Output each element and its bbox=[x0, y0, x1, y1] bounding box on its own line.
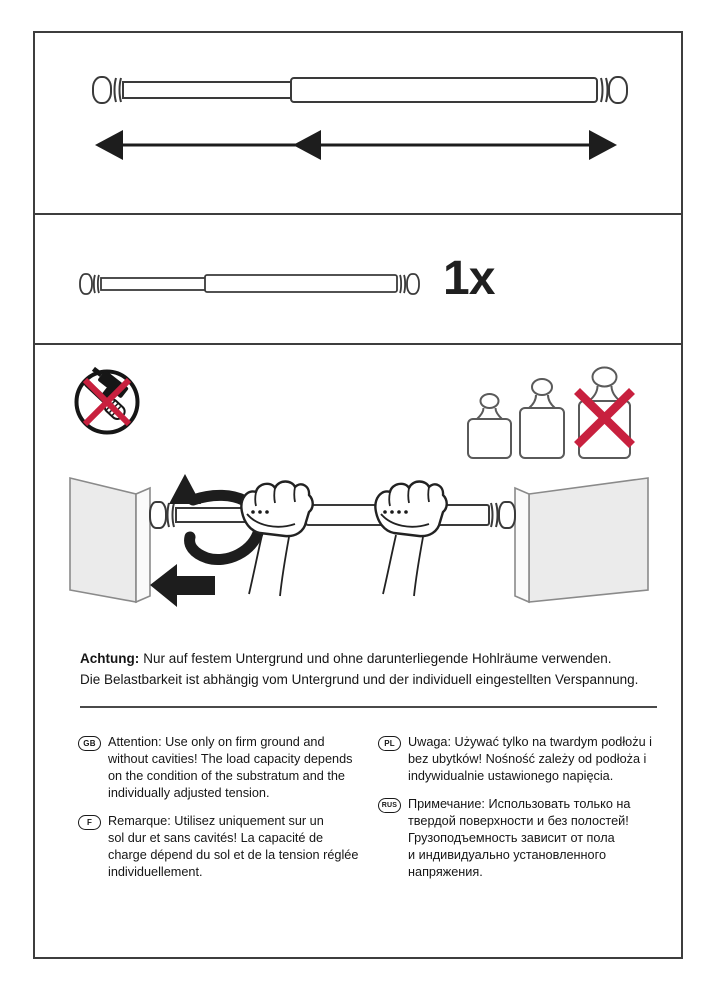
push-arrow-icon bbox=[150, 564, 215, 607]
no-tools-icon bbox=[71, 366, 143, 438]
warning-rus bbox=[378, 796, 676, 881]
warning-f bbox=[78, 813, 374, 881]
telescopic-rod-drawing-small bbox=[80, 274, 419, 294]
warnings-column-right bbox=[378, 734, 676, 892]
panel-instructions bbox=[35, 345, 681, 957]
warning-pl-text: Uwaga: Używać tylko na twardym podłożu i bez ubytków! Nośność zależy od podłoża i indywidualnie ustawionego napięcia. bbox=[408, 735, 652, 783]
warning-pl bbox=[378, 734, 676, 785]
rod-figure bbox=[35, 215, 681, 343]
wall-right bbox=[515, 478, 648, 602]
telescopic-rod-drawing bbox=[93, 77, 627, 103]
warnings-column-left bbox=[78, 734, 374, 892]
rus-badge: RUS bbox=[378, 798, 401, 813]
max-load-weights-icon bbox=[453, 361, 653, 466]
warning-de-line1: Achtung: Nur auf festem Untergrund und ohne darunterliegende Hohlräume verwenden. bbox=[80, 651, 612, 666]
panel-contents bbox=[35, 215, 681, 345]
weight-medium-icon bbox=[520, 379, 564, 458]
f-badge: F bbox=[78, 815, 101, 830]
wall-left bbox=[70, 478, 150, 602]
warning-gb bbox=[78, 734, 374, 802]
warning-f-text: Remarque: Utilisez uniquement sur un sol dur et sans cavités! La capacité de charge dépend du sol et de la tension réglée individuellement. bbox=[108, 814, 359, 879]
extended-rod-figure bbox=[35, 33, 681, 213]
manual-frame bbox=[33, 31, 683, 959]
weight-small-icon bbox=[468, 394, 511, 458]
section-divider bbox=[80, 706, 657, 708]
installation-figure bbox=[35, 462, 681, 652]
warning-de bbox=[80, 649, 638, 690]
quantity-label: 1x bbox=[443, 252, 495, 305]
hand-right bbox=[375, 482, 446, 597]
warning-de-line2: Die Belastbarkeit ist abhängig vom Untergrund und der individuell eingestellten Verspannung. bbox=[80, 671, 639, 687]
tension-rod-drawing bbox=[150, 502, 515, 528]
warning-gb-text: Attention: Use only on firm ground and without cavities! The load capacity depends on the condition of the substratum and the individually adjusted tension. bbox=[108, 735, 353, 800]
panel-extension bbox=[35, 33, 681, 215]
warning-de-label: Achtung: bbox=[80, 651, 140, 666]
gb-badge: GB bbox=[78, 736, 101, 751]
pl-badge: PL bbox=[378, 736, 401, 751]
warning-rus-text: Примечание: Использовать только на твердой поверхности и без полостей! Грузоподъемность зависит от пола и индивидуально установленного напряжения. bbox=[408, 797, 631, 879]
extension-range-arrow-icon bbox=[95, 130, 617, 160]
grip-dots bbox=[251, 510, 269, 514]
